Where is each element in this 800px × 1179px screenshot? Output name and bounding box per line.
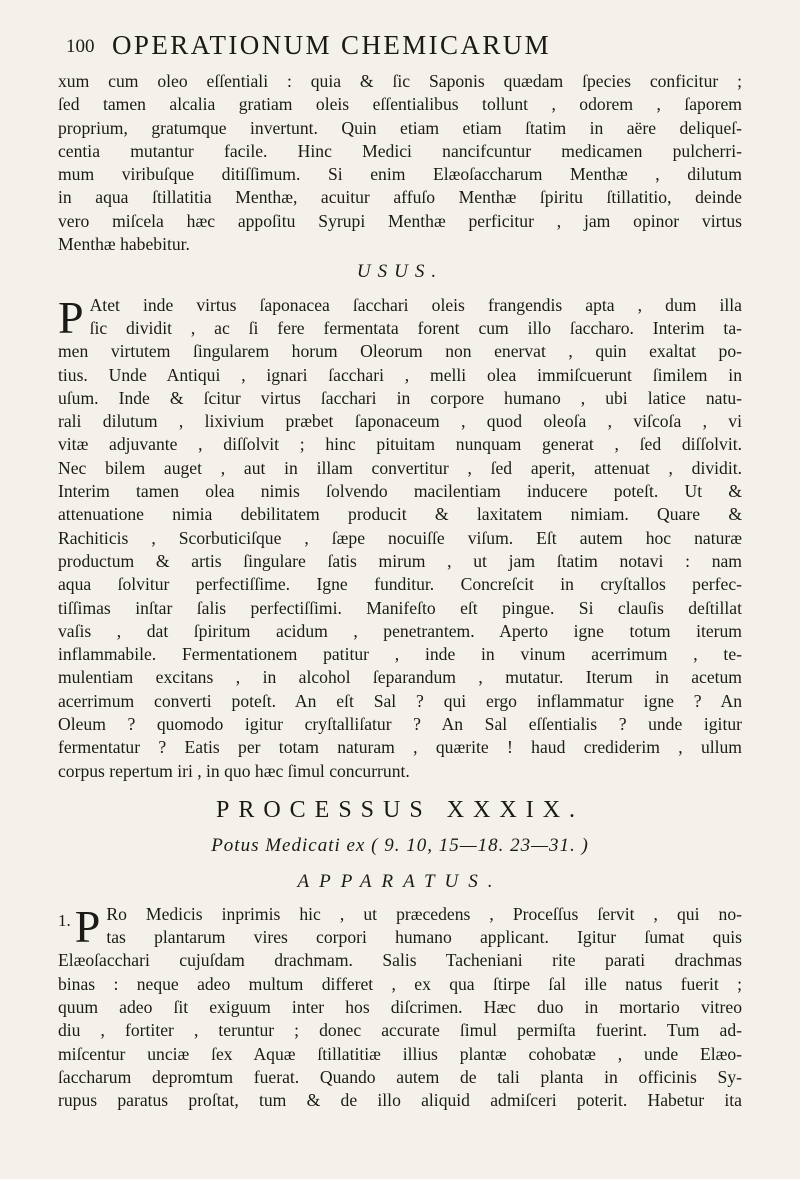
text-line: Nec bilem auget , aut in illam convertitur , ſed aperit, attenuat , dividit. [58, 457, 742, 478]
text-line: diu , fortiter , teruntur ; donec accurate ſimul permiſta fuerint. Tum ad- [58, 1020, 742, 1041]
processus-heading: PROCESSUS XXXIX. [215, 796, 585, 823]
paragraph-2-lines [58, 291, 742, 783]
text-line: rali dilutum , lixivium præbet ſaponaceum , quod oleoſa , viſcoſa , vi [58, 411, 742, 432]
text-line: proprium, gratumque invertunt. Quin etiam etiam ſtatim in aëre deliqueſ- [58, 117, 742, 138]
text-line: Menthæ habebitur. [58, 234, 190, 255]
text-line: Ro Medicis inprimis hic , ut præcedens , Proceſſus ſervit , qui no- [106, 903, 742, 924]
text-line: men virtutem ſingularem horum Oleorum non enervat , quin exaltat po- [58, 341, 742, 362]
text-line: xum cum oleo eſſentiali : quia & ſic Saponis quædam ſpecies conficitur ; [58, 71, 742, 91]
running-head: OPERATIONUM CHEMICARUM [112, 30, 552, 60]
text-line: acerrimum converti poteſt. An eſt Sal ? qui ergo inflammatur igne ? An [58, 690, 742, 711]
text-line: uſum. Inde & ſcitur virtus ſacchari in corpore humano , ubi latice natu- [58, 387, 742, 408]
text-line: tius. Unde Antiqui , ignari ſacchari , melli olea immiſcuerunt ſimilem in [58, 364, 742, 385]
paragraph-3 [58, 900, 742, 1113]
paragraph-2 [58, 291, 742, 783]
processus-subtitle: Potus Medicati ex ( 9. 10, 15—18. 23—31. ) [211, 835, 589, 857]
text-line: mum viribuſque ditiſſimum. Si enim Elæoſaccharum Menthæ , dilutum [58, 164, 742, 185]
text-line: binas : neque adeo multum differet , ex qua ſtirpe ſal ille natus fuerit ; [58, 973, 742, 994]
drop-cap: P [58, 291, 84, 343]
text-line: in aqua ſtillatitia Menthæ, acuitur affuſo Menthæ ſpiritu ſtillatitio, deinde [58, 187, 742, 208]
text-line: rupus paratus proſtat, tum & de illo aliquid admiſceri poterit. Habetur ita [58, 1090, 742, 1111]
text-line: Atet inde virtus ſaponacea ſacchari oleis frangendis apta , dum illa [89, 294, 742, 315]
drop-cap: P [74, 900, 101, 952]
text-line: vaſis , dat ſpiritum acidum , penetrantem. Aperto igne totum iterum [58, 620, 742, 641]
text-line: Oleum ? quomodo igitur cryſtalliſatur ? An Sal eſſentialis ? unde igitur [58, 714, 742, 735]
text-line: inflammabile. Fermentationem patitur , inde in vinum acerrimum , te- [58, 644, 742, 665]
text-line: tas plantarum vires corpori humano applicant. Igitur ſumat quis [106, 927, 742, 948]
text-line: fermentatur ? Eatis per totam naturam , quærite ! haud crediderim , ullum [58, 737, 742, 758]
paragraph-number: 1. [58, 910, 71, 930]
text-line: productum & artis ſingulare ſatis mirum , ut jam ſtatim notavi : nam [58, 550, 742, 571]
text-line: ſic dividit , ac ſi fere fermentata forent cum illo ſaccharo. Interim ta- [89, 317, 742, 338]
paragraph-3-lines [58, 900, 742, 1113]
text-line: centia mutantur facile. Hinc Medici nancifcuntur medicamen pulcherri- [58, 140, 742, 161]
text-line: Elæoſacchari cujuſdam drachmam. Salis Tacheniani rite parati drachmas [58, 950, 742, 971]
text-line: mulentiam excitans , in alcohol ſeparandum , mutatur. Iterum in acetum [58, 667, 742, 688]
text-line: ſaccharum depromtum fuerat. Quando autem de tali planta in officinis Sy- [58, 1066, 742, 1087]
apparatus-heading: APPARATUS. [297, 870, 503, 892]
text-line: quum adeo ſit exiguum inter hos diſcrimen. Hæc duo in mortario vitreo [58, 996, 742, 1017]
body-text [58, 70, 742, 1112]
paragraph-1 [58, 70, 742, 256]
text-line: Interim tamen olea nimis ſolvendo macilentiam inducere poteſt. Ut & [58, 481, 742, 502]
page-header [58, 30, 742, 70]
text-line: aqua ſolvitur perfectiſſime. Igne funditur. Concreſcit in cryſtallos perfec- [58, 574, 742, 595]
text-line: vitæ adjuvante , diſſolvit ; hinc pituitam nunquam generat , ſed diſſolvit. [58, 434, 742, 455]
text-line: tiſſimas inſtar ſalis perfectiſſimi. Manifeſto eſt pingue. Si clauſis deſtillat [58, 597, 742, 618]
text-line: corpus repertum iri , in quo hæc ſimul concurrunt. [58, 760, 410, 781]
page-number: 100 [66, 36, 95, 57]
text-line: vero miſcela hæc appoſitu Syrupi Menthæ perficitur , jam opinor virtus [58, 210, 742, 231]
text-line: ſed tamen alcalia gratiam oleis eſſentialibus tollunt , odorem , ſaporem [58, 94, 742, 115]
text-line: attenuatione nimia debilitatem producit & laxitatem nimiam. Quare & [58, 504, 742, 525]
text-line: miſcentur unciæ ſex Aquæ ſtillatitiæ illius plantæ cohobatæ , unde Elæo- [58, 1043, 742, 1064]
section-heading-usus: USUS. [356, 261, 444, 283]
text-line: Rachiticis , Scorbuticiſque , ſæpe nocuiſſe viſum. Eſt autem hoc naturæ [58, 527, 742, 548]
